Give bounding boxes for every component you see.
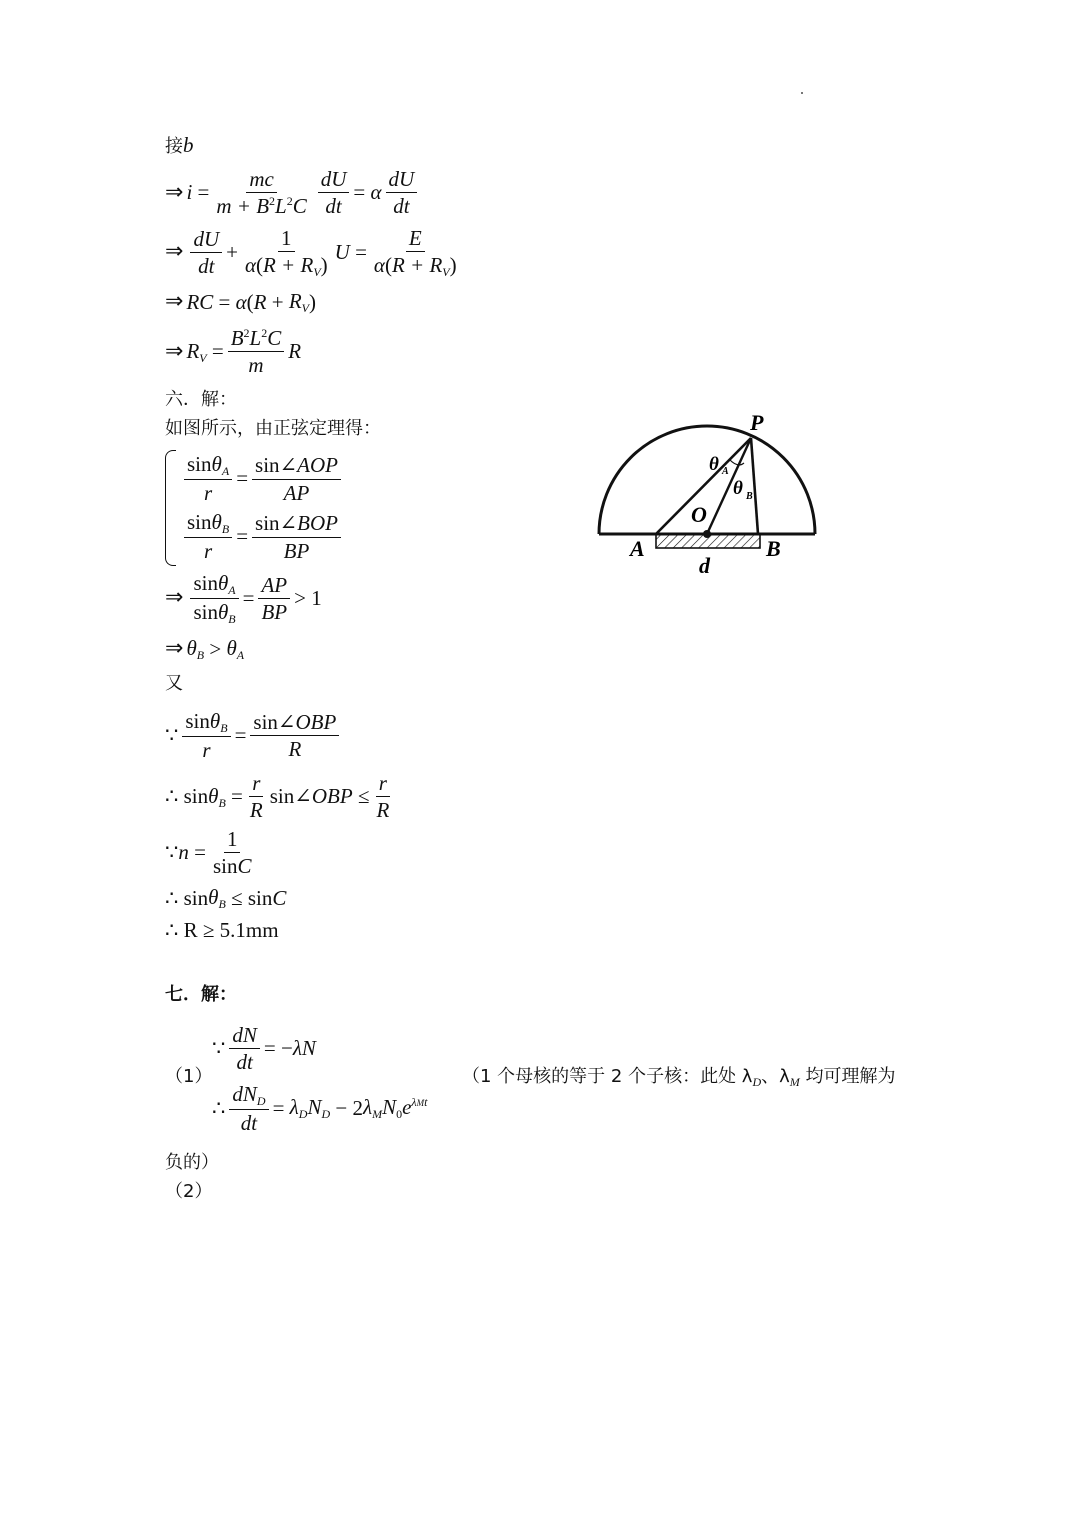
- equation-current: ⇒ i = $\frac{mc}{m + B^2L^2C}$ $\frac{dU}{dt}$ = α $\frac{dU}{dt}$: [165, 166, 421, 220]
- part2-label: （2）: [165, 1181, 213, 1202]
- label-theta-b: θ: [733, 478, 743, 499]
- label-o: O: [691, 502, 707, 527]
- equation-index: ∵ n = $\frac{1}{\sin C}$: [165, 827, 252, 879]
- label-d: d: [699, 553, 710, 578]
- equation-theta-compare: ⇒ $\theta_B$ > $\theta_A$: [165, 636, 245, 662]
- label-p: P: [750, 410, 764, 435]
- equation-critical: ∴ sin $\theta_B$ ≤ sin C: [165, 885, 287, 911]
- result: ∴ R ≥ 5.1mm: [165, 918, 279, 942]
- part1-note: （1 个母核的等于 2 个子核：此处 $\lambda_D$、$\lambda_M$ 均可理解为: [462, 1066, 896, 1089]
- angle-arc-a: [730, 460, 744, 465]
- label-theta-b-sub: B: [746, 491, 753, 502]
- intro-line: 接b: [165, 133, 194, 157]
- sine-law-system: $\frac{\sin\theta_A}{r}$ = $\frac{\text{sin∠AOP}}{AP}$ $\frac{\sin\theta_B}{r}$ = $\frac{\text{sin∠BOP}}{BP}$: [165, 450, 345, 566]
- ray-op: [707, 438, 751, 534]
- equation-rc: ⇒ RC = α ( R + $R_V$ ): [165, 289, 316, 315]
- section6-intro: 如图所示，由正弦定理得：: [165, 418, 381, 439]
- equation-daughter: ∴ $\frac{dN_D}{dt}$ = $\lambda_DN_D$ − 2 $\lambda_MN_0e^{\lambda Mt}$: [212, 1082, 428, 1135]
- center-point: [703, 530, 711, 538]
- semicircle-arc: [599, 426, 815, 534]
- equation-rv: ⇒ $R_V$ = $\frac{B^2L^2C}{m}$ R: [165, 326, 302, 378]
- semicircle-diagram: [590, 410, 830, 580]
- ray-bp: [751, 438, 758, 534]
- section6-title: 六．解：: [165, 389, 237, 410]
- label-theta-a: θ: [709, 454, 719, 475]
- page-dot: [801, 92, 803, 94]
- part1-label: （1）: [165, 1066, 213, 1087]
- label-b: B: [766, 536, 781, 561]
- equation-differential: ⇒ $\frac{dU}{dt}$ + $\frac{1}{\alpha(R + R_V)}$ U = $\frac{E}{\alpha(R + R_V)}$: [165, 226, 457, 280]
- equation-because-obp: ∵ $\frac{\sin\theta_B}{r}$ = $\frac{\text{sin∠OBP}}{R}$: [165, 708, 343, 763]
- label-theta-a-sub: A: [722, 466, 729, 477]
- equation-ratio: ⇒ $\frac{\sin\theta_A}{\sin\theta_B}$ = $\frac{AP}{BP}$ > 1: [165, 571, 322, 626]
- equation-therefore-sin: ∴ sin $\theta_B$ = $\frac{r}{R}$ sin∠ OBP ≤ $\frac{r}{R}$: [165, 771, 390, 823]
- part1-note-cont: 负的）: [165, 1152, 219, 1173]
- text-you: 又: [165, 673, 183, 694]
- label-a: A: [630, 536, 645, 561]
- equation-decay: ∵ $\frac{dN}{dt}$ = − λN: [212, 1023, 316, 1075]
- section7-title: 七．解：: [165, 984, 237, 1005]
